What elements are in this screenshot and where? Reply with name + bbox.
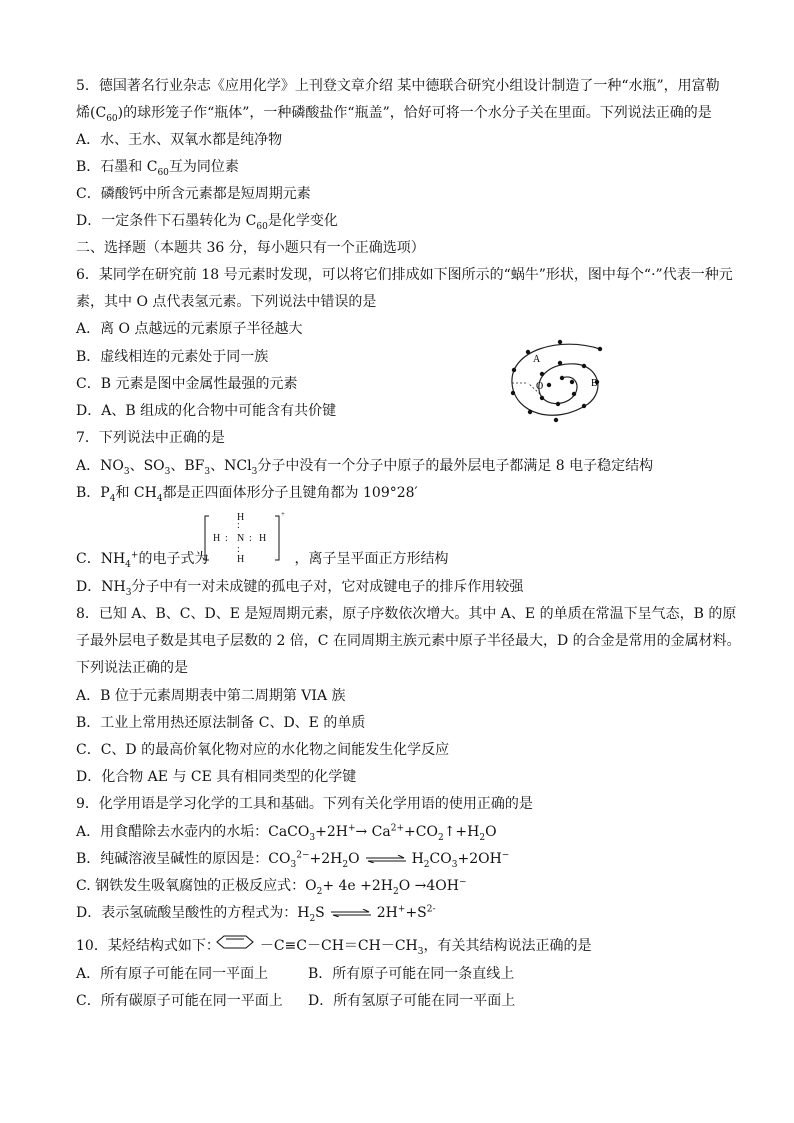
snail-label-b: B [591, 378, 598, 389]
q8-option-d: D．化合物 AE 与 CE 具有相同类型的化学键 [76, 769, 357, 785]
benzene-ring-icon [216, 935, 254, 949]
q7-option-c: C．$NH_4^+$的电子式为 ，离子呈平面正方形结构 [76, 550, 449, 570]
q8-option-a: A．B 位于元素周期表中第二周期第 VIA 族 [76, 688, 346, 704]
q6-option-a: A．离 O 点越远的元素原子半径越大 [76, 321, 303, 337]
q7-option-d: D．$NH_3$分子中有一对未成键的孤电子对，它对成键电子的排斥作用较强 [76, 579, 524, 598]
ef-h-top: H [237, 512, 245, 523]
q8-stem-line3: 下列说法正确的是 [76, 660, 188, 676]
q6-option-b: B．虚线相连的元素处于同一族 [76, 349, 269, 365]
q7-option-a: A．$NO_3$、$SO_3$、$BF_3$、NCl$_3$分子中没有一个分子中原子的最外层电子都满足 8 电子稳定结构 [76, 458, 654, 477]
snail-label-a: A [533, 354, 541, 365]
snail-diagram [500, 338, 612, 428]
reversible-arrow-icon [364, 855, 408, 863]
q9-stem: 9．化学用语是学习化学的工具和基础。下列有关化学用语的使用正确的是 [76, 796, 533, 812]
q6-option-d: D．A、B 组成的化合物中可能含有共价键 [76, 403, 337, 419]
ef-colon-bottom: : [237, 544, 240, 555]
q10-option-a: A．所有原子可能在同一平面上 [76, 966, 269, 982]
q10-option-d: D．所有氢原子可能在同一平面上 [308, 993, 516, 1009]
ef-n: N [237, 533, 245, 544]
ef-colon-top: : [237, 520, 240, 531]
snail-label-o: O [536, 381, 544, 392]
q5-option-c: C．磷酸钙中所含元素都是短周期元素 [76, 186, 311, 202]
q8-stem-line2: 子最外层电子数是其电子层数的 2 倍，C 在同周期主族元素中原子半径最大，D 的合金是常用的金属材料。 [76, 633, 741, 649]
q6-option-c: C．B 元素是图中金属性最强的元素 [76, 376, 298, 392]
section-heading: 二、选择题（本题共 36 分，每小题只有一个正确选项） [76, 240, 425, 256]
q9-option-c: C. 钢铁发生吸氧腐蚀的正极反应式：$O_2+ 4e +2H_2O \to 4OH^-$ [76, 877, 467, 897]
q9-option-a: A．用食醋除去水壶内的水垢：CaCO$_3$+2H+→ $Ca^{2+}+CO_2↑+H_2O$ [76, 823, 497, 843]
q10-option-c: C．所有碳原子可能在同一平面上 [76, 993, 283, 1009]
q9-option-d: D．表示氢硫酸呈酸性的方程式为：$H_2S$ $2H^++S^{2-}$ [76, 904, 436, 924]
q10-stem: 10．某烃结构式如下： $-C\equiv C-CH=CH-CH_3$，有关其结构说法正确的是 [76, 938, 592, 957]
q7-stem: 7．下列说法中正确的是 [76, 430, 225, 446]
ef-charge: + [281, 510, 285, 518]
q8-option-c: C．C、D 的最高价氧化物对应的水化物之间能发生化学反应 [76, 742, 450, 758]
q5-option-d: D．一定条件下石墨转化为 $C_{60}$是化学变化 [76, 213, 338, 232]
ef-h-left: H [213, 533, 221, 544]
q6-stem-line1: 6．某同学在研究前 18 号元素时发现，可以将它们排成如下图所示的“蜗牛”形状，图中每个“·”代表一种元 [76, 267, 733, 283]
q5-stem-line2: 烯$(C_{60})$的球形笼子作“瓶体”，一种磷酸盐作“瓶盖”，恰好可将一个水分子关在里面。下列说法正确的是 [76, 105, 712, 124]
q9-option-b: B．纯碱溶液呈碱性的原因是：$CO_3^{2-}+2H_2O$ $H_2CO_3+2OH^-$ [76, 850, 510, 870]
ef-h-bottom: H [237, 554, 245, 565]
q5-option-a: A．水、王水、双氧水都是纯净物 [76, 132, 283, 148]
q10-option-b: B．所有原子可能在同一条直线上 [308, 966, 515, 982]
ef-colon-right: : [249, 533, 252, 544]
q8-stem-line1: 8．已知 A、B、C、D、E 是短周期元素，原子序数依次增大。其中 A、E 的单质在常温下呈气态，B 的原 [76, 606, 737, 622]
reversible-arrow-icon [329, 909, 373, 917]
ef-colon-left: : [225, 533, 228, 544]
q7-option-b: B．$P_4$和 $CH_4$都是正四面体形分子且键角都为 109°28′ [76, 485, 418, 504]
q8-option-b: B．工业上常用热还原法制备 C、D、E 的单质 [76, 715, 366, 731]
q5-option-b: B．石墨和 $C_{60}$互为同位素 [76, 159, 239, 178]
ef-h-right: H [259, 533, 267, 544]
q5-stem-line1: 5．德国著名行业杂志《应用化学》上刊登文章介绍 某中德联合研究小组设计制造了一种“水瓶”，用富勒 [76, 78, 720, 94]
q6-stem-line2: 素，其中 O 点代表氢元素。下列说法中错误的是 [76, 294, 377, 310]
